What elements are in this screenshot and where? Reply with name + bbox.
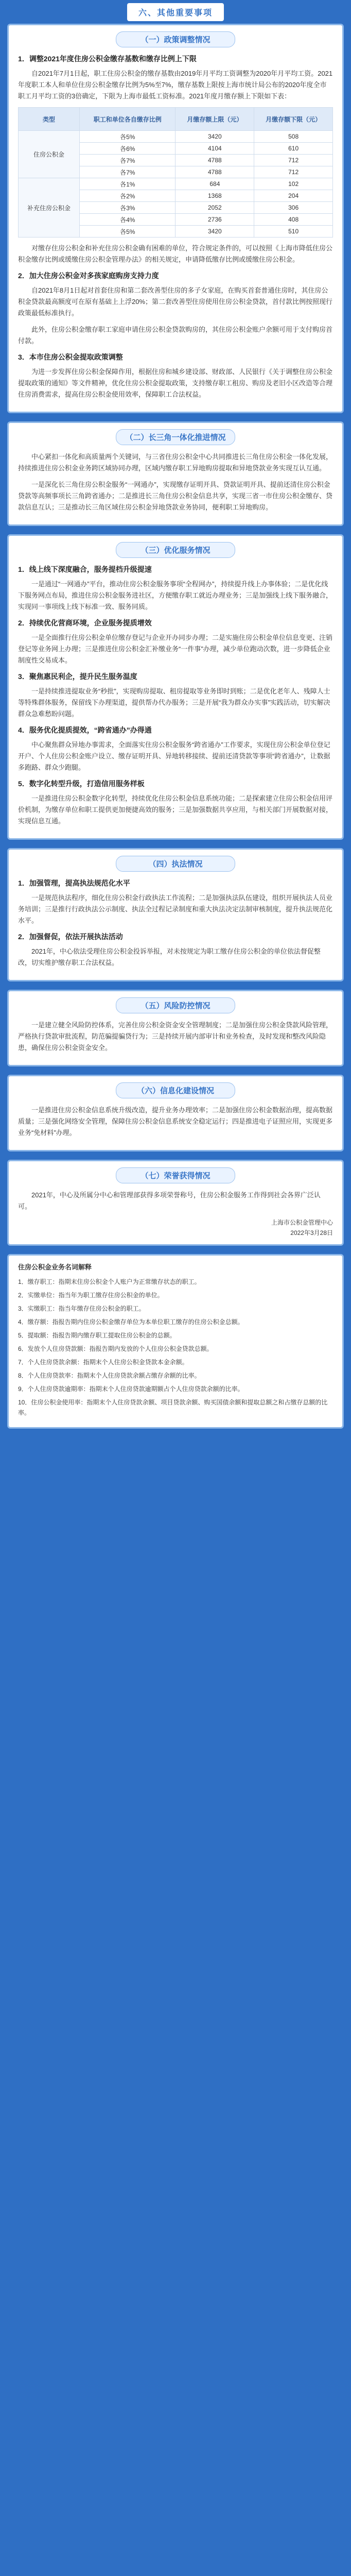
section-pill: （一）政策调整情况 [116,31,235,47]
glossary-item: 6．发放个人住房贷款额：指报告期内发放的个人住房公积金贷款总额。 [18,1345,213,1352]
table-cell: 4788 [176,166,254,178]
subsection-title: 5．数字化转型升级，打造信用服务样板 [18,779,145,788]
section-panel [7,421,344,526]
table-header-row [19,108,333,131]
paragraph: 一是通过“一网通办”平台，推动住房公积金服务事项“全程网办”，持续提升线上办事体验；二是优化线下服务网点布局，推进住房公积金服务进社区，方便缴存职工就近办理业务；三是加强线上线下服务融合，实现同一事项线上线下标准一致、服务同质。 [18,580,333,611]
subsection-title: 2．持续优化营商环境，企业服务提质增效 [18,619,152,627]
glossary-item: 3．实缴职工：指当年缴存住房公积金的职工。 [18,1305,145,1312]
paragraph: 为进一步发挥住房公积金保障作用，根据住房和城乡建设部、财政部、人民银行《关于调整住房公积金提取政策的通知》等文件精神，优化住房公积金提取政策，支持缴存职工租房、购房及老旧小区改造等合理住房消费需求，提高住房公积金使用效率，保障职工合法权益。 [18,368,333,398]
section-panel [7,1160,344,1246]
table-cell: 各5% [80,226,176,238]
header-band [0,0,351,24]
subsection-title: 1．线上线下深度融合，服务提档升级提速 [18,565,152,573]
table-cell: 各2% [80,190,176,202]
glossary-item: 2．实缴单位：指当年为职工缴存住房公积金的单位。 [18,1292,164,1299]
paragraph: 一是深化长三角住房公积金服务“一网通办”，实现缴存证明开具、贷款证明开具、提前还清住房公积金贷款等高频事项长三角跨省通办；二是推进长三角住房公积金信息共享，实现三省一市住房公积金缴存、贷款信息互认；三是推动长三角区域住房公积金异地贷款业务协同，便利职工异地购房。 [18,481,333,511]
paragraph: 一是全面推行住房公积金单位缴存登记与企业开办同步办理；二是实施住房公积金单位信息变更、注销登记等业务网上办理；三是推进住房公积金汇补缴业务“一件事”办理，减少单位跑动次数，进一步降低企业制度性交易成本。 [18,634,333,664]
subsection-title: 1．加强管理，提高执法规范化水平 [18,879,130,887]
signature [18,1217,333,1238]
table-cell: 各7% [80,166,176,178]
table-cell: 2736 [176,214,254,226]
table-cell: 1368 [176,190,254,202]
table-cell: 3420 [176,131,254,143]
paragraph: 一是推进住房公积金信息系统升级改造，提升业务办理效率；二是加强住房公积金数据治理，提高数据质量；三是强化网络安全管理，保障住房公积金信息系统安全稳定运行；四是推进电子证照应用，实现更多业务“免材料”办理。 [18,1106,333,1137]
table-row [19,131,333,143]
table-row [19,178,333,190]
paragraph: 自2021年8月1日起对首套住房和第二套改善型住房的多子女家庭，在购买首套普通住房时，其住房公积金贷款最高额度可在原有基础上上浮20%；第二套改善型住房使用住房公积金贷款，首付款比例按照现行政策最低标准执行。 [18,286,333,317]
paragraph: 一是建立健全风险防控体系，完善住房公积金资金安全管理制度；二是加强住房公积金贷款风险管理，严格执行贷款审批流程，防范骗提骗贷行为；三是持续开展内部审计和业务检查，及时发现和整改风险隐患，确保住房公积金资金安全。 [18,1021,333,1052]
paragraph: 一是持续推进提取业务“秒批”，实现购房提取、租房提取等业务即时到账；二是优化老年人、残障人士等特殊群体服务，保留线下办理渠道，提供帮办代办服务；三是开展“我为群众办实事”实践活动，切实解决群众急难愁盼问题。 [18,687,330,718]
table-cell: 102 [254,178,333,190]
table-cell: 各6% [80,143,176,155]
glossary-list [18,1277,333,1418]
paragraph: 此外，住房公积金缴存职工家庭申请住房公积金贷款购房的，其住房公积金账户余额可用于支付购房首付款。 [18,326,333,345]
table-cell: 408 [254,214,333,226]
page-title: 六、其他重要事项 [127,3,224,21]
table-cell: 2052 [176,202,254,214]
table-header-cell: 月缴存额上限（元） [176,108,254,131]
table-header-cell: 职工和单位各自缴存比例 [80,108,176,131]
glossary-item: 9．个人住房贷款逾期率：指期末个人住房贷款逾期额占个人住房贷款余额的比率。 [18,1385,244,1393]
subsection-title: 2．加大住房公积金对多孩家庭购房支持力度 [18,272,159,280]
subsection-title: 3．本市住房公积金提取政策调整 [18,353,123,361]
paragraph: 2021年，中心依法受理住房公积金投诉举报，对未按规定为职工缴存住房公积金的单位依法督促整改，切实维护缴存职工合法权益。 [18,947,321,967]
glossary-panel [7,1254,344,1429]
table-cell: 306 [254,202,333,214]
table-cell: 610 [254,143,333,155]
glossary-item: 10．住房公积金使用率：指期末个人住房贷款余额、项目贷款余额、购买国债余额和提取总额之和占缴存总额的比率。 [18,1399,328,1416]
table-cell: 4104 [176,143,254,155]
table-cell: 4788 [176,155,254,166]
signature-org: 上海市公积金管理中心 [271,1219,333,1226]
section-panel [7,534,344,840]
section-panel [7,848,344,981]
table-header-cell: 月缴存额下限（元） [254,108,333,131]
glossary-item: 4．缴存额：指报告期内住房公积金缴存单位为本单位职工缴存的住房公积金总额。 [18,1318,244,1326]
table-group-cell: 补充住房公积金 [19,178,80,238]
signature-date: 2022年3月28日 [290,1229,333,1236]
table-cell: 各4% [80,214,176,226]
glossary-title: 住房公积金业务名词解释 [18,1263,92,1271]
table-cell: 各7% [80,155,176,166]
paragraph: 自2021年7月1日起，职工住房公积金的缴存基数由2019年月平均工资调整为2020年月平均工资。2021年度职工本人和单位住房公积金缴存比例为5%至7%，缴存基数上限按上海市统计局公布的2020年度全市职工月平均工资的3倍确定，下限为上海市最低工资标准。2021年度月缴存额上下限如下表： [18,70,333,100]
table-cell: 各1% [80,178,176,190]
subsection-title: 1．调整2021年度住房公积金缴存基数和缴存比例上下限 [18,55,197,63]
paragraph: 中心聚焦群众异地办事需求，全面落实住房公积金服务“跨省通办”工作要求，实现住房公积金单位登记开户、个人住房公积金账户设立、缴存证明开具、异地转移接续、提前还清贷款等事项“跨省通办”，让数据多跑路、群众少跑腿。 [18,741,330,771]
subsection-title: 4．服务优化提质提效，“跨省通办”办得通 [18,726,152,734]
table-cell: 510 [254,226,333,238]
paragraph: 一是规范执法程序，细化住房公积金行政执法工作流程；二是加强执法队伍建设，组织开展执法人员业务培训；三是推行行政执法公示制度、执法全过程记录制度和重大执法决定法制审核制度，提升执法规范化水平。 [18,894,333,924]
glossary-item: 7．个人住房贷款余额：指期末个人住房公积金贷款本金余额。 [18,1359,188,1366]
sections [0,24,351,1246]
paragraph: 一是推进住房公积金数字化转型，持续优化住房公积金信息系统功能；二是探索建立住房公积金信用评价机制，为缴存单位和职工提供更加便捷高效的服务；三是加强数据共享应用，与相关部门开展数据对接，实现信息互通。 [18,794,333,825]
table-cell: 3420 [176,226,254,238]
table-group-cell: 住房公积金 [19,131,80,178]
section-panel [7,990,344,1066]
paragraph: 2021年，中心及所属分中心和管理部获得多项荣誉称号，住房公积金服务工作得到社会各界广泛认可。 [18,1191,321,1210]
table-cell: 各3% [80,202,176,214]
table-cell: 712 [254,166,333,178]
section-panel [7,24,344,413]
paragraph: 对缴存住房公积金和补充住房公积金确有困难的单位，符合规定条件的，可以按照《上海市降低住房公积金缴存比例或缓缴住房公积金管理办法》的相关规定，申请降低缴存比例或缓缴住房公积金。 [18,244,333,263]
section-pill: （三）优化服务情况 [116,542,235,558]
table-cell: 508 [254,131,333,143]
section-pill: （四）执法情况 [116,856,235,872]
glossary-item: 1．缴存职工：指期末住房公积金个人账户为正常缴存状态的职工。 [18,1278,201,1285]
section-pill: （二）长三角一体化推进情况 [116,429,235,445]
subsection-title: 3．聚焦惠民利企，提升民生服务温度 [18,672,137,681]
glossary-item: 8．个人住房贷款率：指期末个人住房贷款余额占缴存余额的比率。 [18,1372,201,1379]
table-cell: 各5% [80,131,176,143]
contribution-table [18,107,333,238]
section-pill: （五）风险防控情况 [116,997,235,1013]
glossary-item: 5．提取额：指报告期内缴存职工提取住房公积金的总额。 [18,1332,176,1339]
table-cell: 204 [254,190,333,202]
paragraph: 中心紧扣一体化和高质量两个关键词，与三省住房公积金中心共同推进长三角住房公积金一体化发展，持续推进住房公积金业务跨区域协同办理，区域内缴存职工异地购房提取和异地贷款业务实现互认互通。 [18,453,333,472]
section-pill: （六）信息化建设情况 [116,1082,235,1098]
section-panel [7,1075,344,1151]
table-header-cell: 类型 [19,108,80,131]
table-cell: 712 [254,155,333,166]
subsection-title: 2．加强督促，依法开展执法活动 [18,933,123,941]
table-cell: 684 [176,178,254,190]
section-pill: （七）荣誉获得情况 [116,1167,235,1183]
